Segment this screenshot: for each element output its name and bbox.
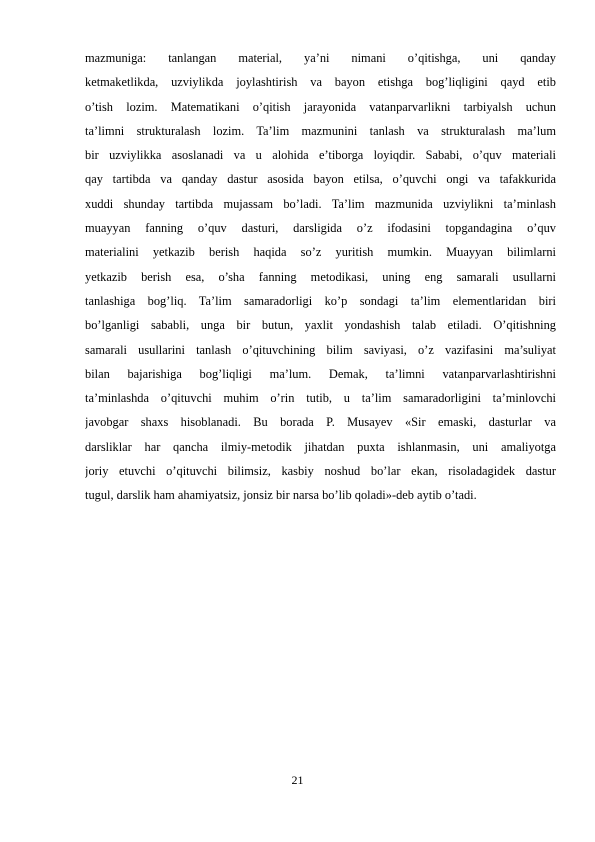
paragraph-line: yetkazib berish esa, o’sha fanning metodikasi, uning eng samarali usullarni	[85, 269, 556, 284]
paragraph-line: joriy etuvchi o’qituvchi bilimsiz, kasbiy noshud bo’lar ekan, risoladagidek dastur	[85, 464, 556, 479]
paragraph-line: bo’lganligi sababli, unga bir butun, yaxlit yondashish talab etiladi. O’qitishning	[85, 318, 556, 333]
paragraph-line: muayyan fanning o’quv dasturi, darsligida o’z ifodasini topgandagina o’quv	[85, 221, 556, 236]
paragraph-line: mazmuniga: tanlangan material, ya’ni nimani o’qitishga, uni qanday	[85, 51, 556, 65]
paragraph-line: samarali usullarini tanlash o’qituvchining bilim saviyasi, o’z vazifasini ma’suliyat	[85, 342, 556, 357]
paragraph-last-line: tugul, darslik ham ahamiyatsiz, jonsiz bir narsa bo’lib qoladi»-deb aytib o’tadi.	[85, 488, 477, 503]
paragraph-line: darsliklar har qancha ilmiy-metodik jihatdan puxta ishlanmasin, uni amaliyotga	[85, 439, 556, 454]
paragraph-line: ta’minlashda o’qituvchi muhim o’rin tutib, u ta’lim samaradorligini ta’minlovchi	[85, 391, 556, 406]
paragraph-line: xuddi shunday tartibda mujassam bo’ladi. Ta’lim mazmunida uzviylikni ta’minlash	[85, 196, 556, 211]
paragraph-line: bilan bajarishiga bog’liqligi ma’lum. Demak, ta’limni vatanparvarlashtirishni	[85, 366, 556, 381]
paragraph-line: o’tish lozim. Matematikani o’qitish jarayonida vatanparvarlikni tarbiyalsh uchun	[85, 99, 556, 114]
paragraph-line: materialini yetkazib berish haqida so’z yuritish mumkin. Muayyan bilimlarni	[85, 245, 556, 260]
page-number: 21	[291, 773, 304, 787]
paragraph-line: ketmaketlikda, uzviylikda joylashtirish va bayon etishga bog’liqligini qayd etib	[85, 75, 556, 90]
paragraph-line: javobgar shaxs hisoblanadi. Bu borada P. Musayev «Sir emaski, dasturlar va	[85, 415, 556, 430]
paragraph-line: qay tartibda va qanday dastur asosida bayon etilsa, o’quvchi ongi va tafakkurida	[85, 172, 556, 187]
paragraph-line: tanlashiga bog’liq. Ta’lim samaradorligi ko’p sondagi ta’lim elementlaridan biri	[85, 293, 556, 308]
paragraph-line: ta’limni strukturalash lozim. Ta’lim mazmunini tanlash va strukturalash ma’lum	[85, 123, 556, 138]
body-paragraph	[85, 46, 556, 508]
paragraph-line: bir uzviylikka asoslanadi va u alohida e’tiborga loyiqdir. Sababi, o’quv materiali	[85, 148, 556, 163]
